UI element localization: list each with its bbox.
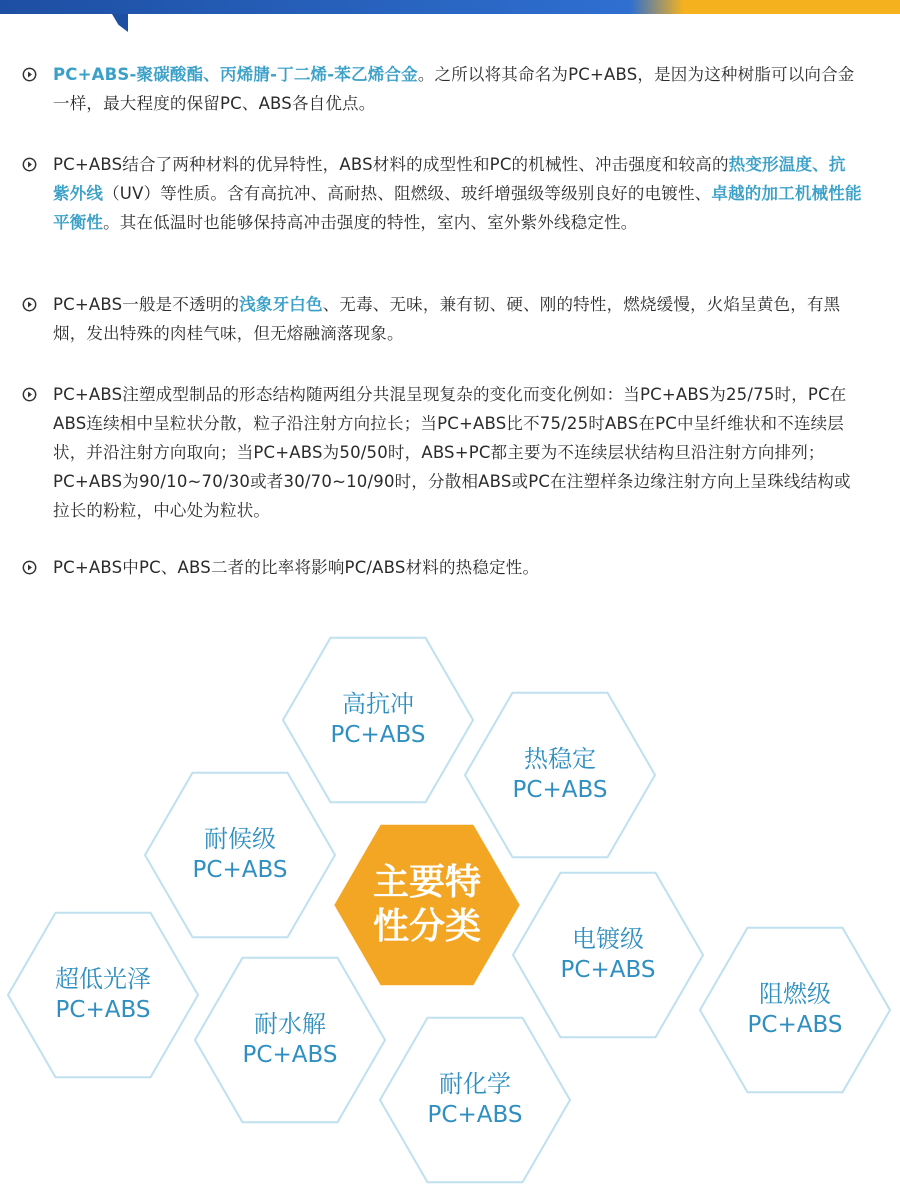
top-banner-bar [0, 0, 900, 14]
hex-category-name: 阻燃级 [759, 980, 831, 1008]
hex-material-name: PC+ABS [560, 957, 656, 983]
hex-category-name: 高抗冲 [342, 690, 414, 718]
circle-arrow-icon [22, 560, 37, 575]
body-text: （UV）等性质。含有高抗冲、高耐热、阻燃级、玻纤增强级等级别良好的电镀性、 [103, 184, 712, 203]
paragraph-text [53, 553, 862, 582]
body-text: PC+ABS注塑成型制品的形态结构随两组分共混呈现复杂的变化而变化例如：当PC+ABS为25/75时，PC在ABS连续相中呈粒状分散，粒子沿注射方向拉长；当PC+ABS比不75/25时ABS在PC中呈纤维状和不连续层状，并沿注射方向取向；当PC+ABS为50/50时，ABS+PC都主要为不连续层状结构旦沿注射方向排列；PC+ABS为90/10~70/30或者30/70~10/90时，分散相ABS或PC在注塑样条边缘注射方向上呈珠线结构或拉长的粉粒，中心处为粒状。 [53, 385, 851, 520]
hex-label-chemical-resistant [395, 1068, 555, 1131]
hex-material-name: PC+ABS [55, 997, 151, 1023]
highlight-text: 卓越的加工机械性能平衡性 [53, 184, 862, 232]
highlight-text: 浅象牙白色 [239, 295, 323, 314]
hex-label-plating [528, 923, 688, 986]
hex-category-name: 耐候级 [204, 825, 276, 853]
center-title-line2: 性分类 [372, 906, 481, 947]
body-text: 。之所以将其命名为PC+ABS，是因为这种树脂可以向合金一样，最大程度的保留PC、ABS各自优点。 [53, 65, 855, 113]
hex-material-name: PC+ABS [427, 1102, 523, 1128]
hex-category-name: 热稳定 [524, 745, 596, 773]
hexagon-diagram [0, 610, 900, 1200]
paragraph-3 [22, 290, 862, 348]
hex-material-name: PC+ABS [747, 1012, 843, 1038]
center-title-line1: 主要特 [372, 862, 481, 903]
hex-category-name: 超低光泽 [55, 965, 151, 993]
hex-label-flame-retardant [715, 978, 875, 1041]
hex-material-name: PC+ABS [512, 777, 608, 803]
hex-category-name: 电镀级 [572, 925, 644, 953]
circle-arrow-icon [22, 157, 37, 172]
body-text: 。其在低温时也能够保持高冲击强度的特性，室内、室外紫外线稳定性。 [103, 213, 638, 232]
hex-label-heat-stable [480, 743, 640, 806]
paragraph-text [53, 60, 862, 118]
hex-material-name: PC+ABS [242, 1042, 338, 1068]
banner-corner-mark [112, 14, 128, 32]
circle-arrow-icon [22, 387, 37, 402]
hex-category-name: 耐水解 [254, 1010, 326, 1038]
paragraph-text [53, 380, 862, 525]
paragraph-1 [22, 60, 862, 118]
highlight-text: 热变形温度、抗紫外线 [53, 155, 846, 203]
circle-arrow-icon [22, 67, 37, 82]
circle-arrow-icon [22, 297, 37, 312]
body-text: PC+ABS结合了两种材料的优异特性，ABS材料的成型性和PC的机械性、冲击强度和较高的 [53, 155, 729, 174]
paragraph-2 [22, 150, 862, 237]
paragraph-4 [22, 380, 862, 525]
paragraph-text [53, 290, 862, 348]
paragraph-5 [22, 553, 862, 582]
body-text: 、无毒、无味，兼有韧、硬、刚的特性，燃烧缓慢，火焰呈黄色，有黑烟，发出特殊的肉桂气味，但无熔融滴落现象。 [53, 295, 841, 343]
hex-label-high-impact [298, 688, 458, 751]
hex-label-hydrolysis-resistant [210, 1008, 370, 1071]
hex-label-weather-resistant [160, 823, 320, 886]
highlight-text: PC+ABS-聚碳酸酯、丙烯腈-丁二烯-苯乙烯合金 [53, 65, 418, 84]
body-text: PC+ABS中PC、ABS二者的比率将影响PC/ABS材料的热稳定性。 [53, 558, 540, 577]
hex-category-name: 耐化学 [439, 1070, 511, 1098]
hex-material-name: PC+ABS [192, 857, 288, 883]
body-text: PC+ABS一般是不透明的 [53, 295, 240, 314]
hex-label-ultra-low-gloss [23, 963, 183, 1026]
center-title [347, 861, 507, 949]
hex-material-name: PC+ABS [330, 722, 426, 748]
paragraph-text [53, 150, 862, 237]
